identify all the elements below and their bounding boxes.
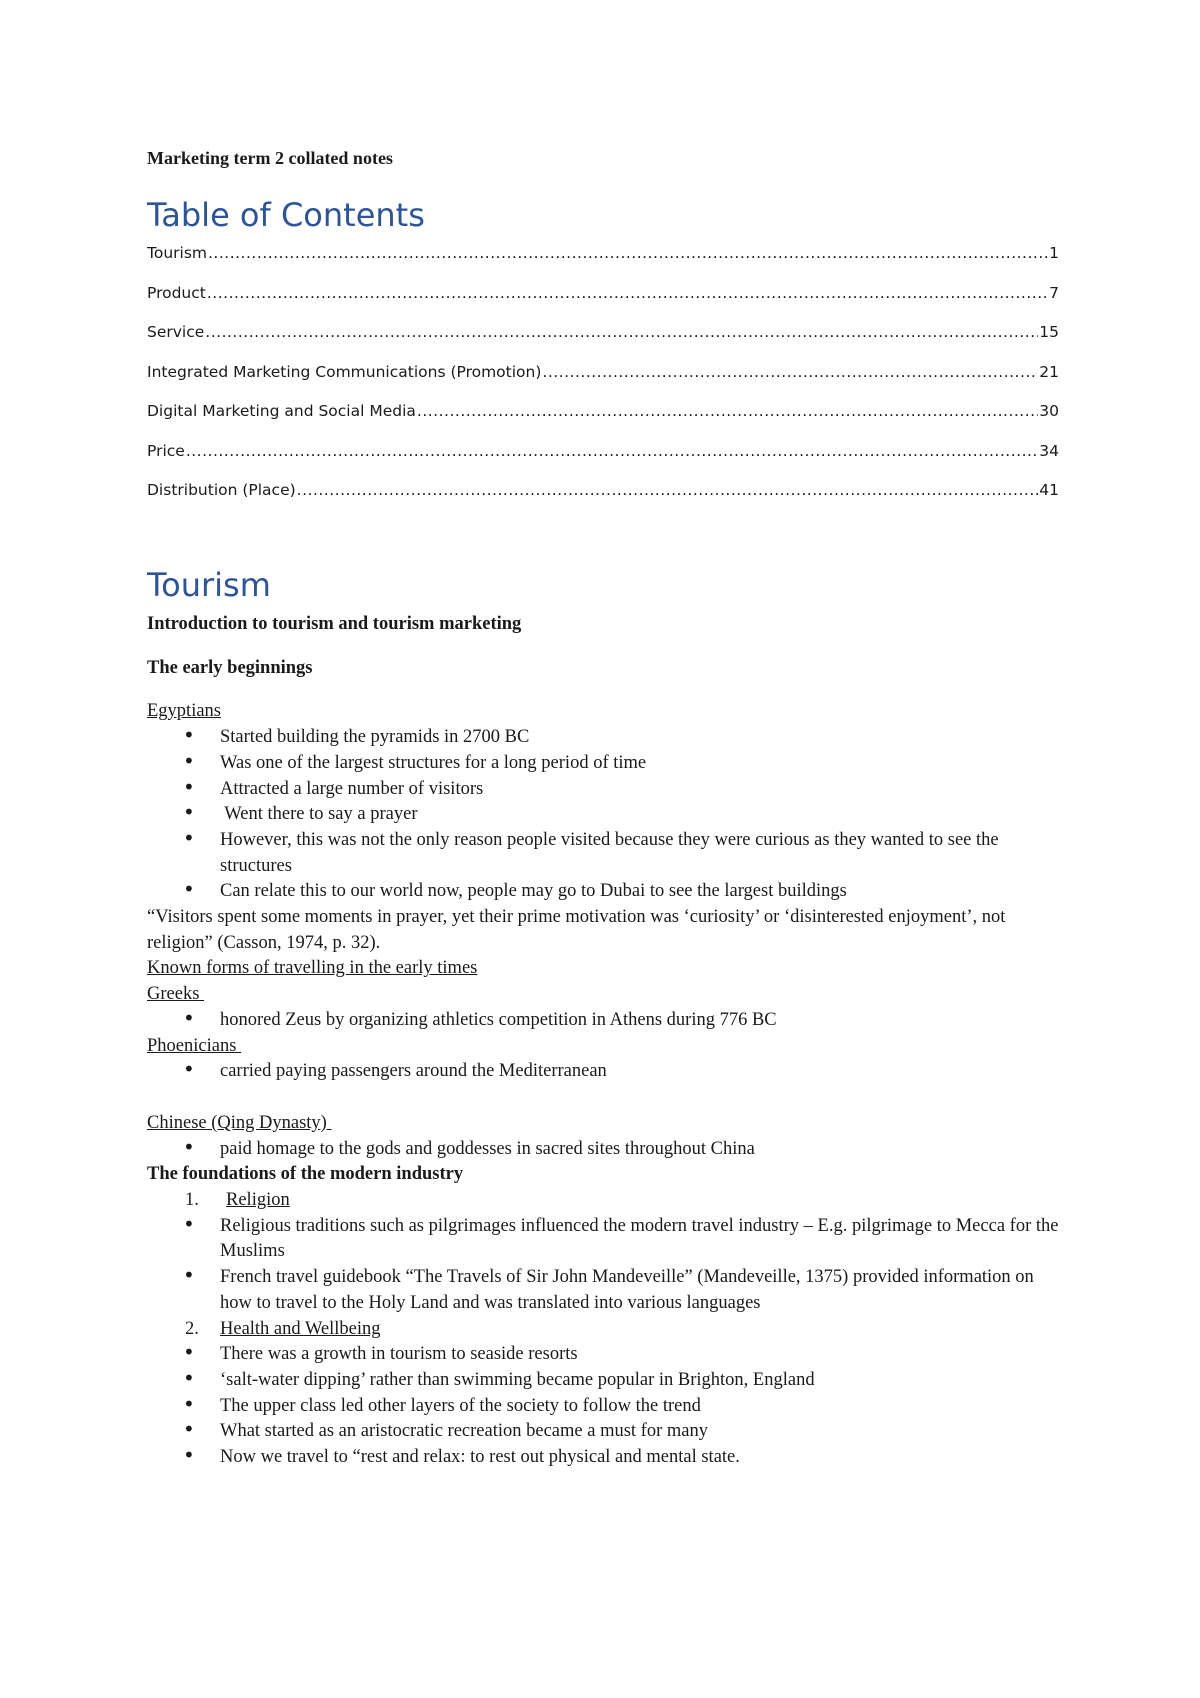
- toc-leader: [186, 442, 1038, 460]
- list-item: • Religious traditions such as pilgrimages influenced the modern travel industry – E.g. pilgrimage to Mecca for the Muslims: [220, 1214, 1059, 1265]
- numbered-item-religion: [147, 1188, 1059, 1214]
- item-number: 1.: [185, 1190, 199, 1211]
- list-item: • honored Zeus by organizing athletics competition in Athens during 776 BC: [220, 1008, 1059, 1034]
- toc-entry-label: Product: [147, 283, 206, 302]
- list-item: • Can relate this to our world now, people may go to Dubai to see the largest buildings: [220, 879, 1059, 905]
- list-item: • Attracted a large number of visitors: [220, 777, 1059, 803]
- label-chinese: Chinese (Qing Dynasty): [147, 1112, 332, 1133]
- subheading-intro: Introduction to tourism and tourism marketing: [147, 614, 522, 634]
- toc-entry-label: Integrated Marketing Communications (Promotion): [147, 362, 542, 381]
- list-item: • paid homage to the gods and goddesses in sacred sites throughout China: [220, 1137, 1059, 1163]
- toc-entry-imc[interactable]: [147, 363, 1059, 403]
- label-phoenicians: Phoenicians: [147, 1035, 242, 1056]
- toc-entry-product[interactable]: [147, 284, 1059, 324]
- list-item: • There was a growth in tourism to seaside resorts: [220, 1342, 1059, 1368]
- list-item: • Was one of the largest structures for a long period of time: [220, 751, 1059, 777]
- toc-entry-page: 1: [1049, 244, 1059, 262]
- list-item: • What started as an aristocratic recreation became a must for many: [220, 1419, 1059, 1445]
- list-item: • carried paying passengers around the Mediterranean: [220, 1059, 1059, 1085]
- list-item: • French travel guidebook “The Travels of Sir John Mandeveille” (Mandeveille, 1375) provided information on how to travel to the Holy Land and was translated into various languages: [220, 1265, 1059, 1316]
- tourism-section-body: [147, 612, 1059, 1471]
- toc-entry-service[interactable]: [147, 323, 1059, 363]
- list-item: • The upper class led other layers of the society to follow the trend: [220, 1394, 1059, 1420]
- list-item: • Started building the pyramids in 2700 BC: [220, 725, 1059, 751]
- toc-entry-page: 30: [1039, 402, 1059, 420]
- toc-leader: [417, 402, 1038, 420]
- toc-entry-page: 34: [1039, 441, 1059, 460]
- toc-entry-label: Digital Marketing and Social Media: [147, 402, 416, 420]
- label-greeks: Greeks: [147, 984, 205, 1005]
- table-of-contents: [147, 244, 1059, 521]
- quote-casson: “Visitors spent some moments in prayer, yet their prime motivation was ‘curiosity’ or ‘disinterested enjoyment’, not religion” (Casson, 1974, p. 32).: [147, 907, 1006, 953]
- item-number: 2.: [185, 1318, 199, 1339]
- list-item: • Now we travel to “rest and relax: to rest out physical and mental state.: [220, 1445, 1059, 1471]
- list-egyptians: [147, 725, 1059, 905]
- list-religion: [147, 1214, 1059, 1317]
- toc-entry-page: 7: [1049, 283, 1059, 302]
- list-item: • ‘salt-water dipping’ rather than swimming became popular in Brighton, England: [220, 1368, 1059, 1394]
- subheading-early-beginnings: The early beginnings: [147, 657, 313, 678]
- toc-entry-distribution[interactable]: [147, 481, 1059, 521]
- label-known-forms: Known forms of travelling in the early times: [147, 958, 478, 979]
- list-item: • Went there to say a prayer: [220, 802, 1059, 828]
- toc-entry-label: Service: [147, 323, 205, 341]
- toc-leader: [205, 323, 1038, 341]
- toc-leader: [207, 284, 1048, 302]
- document-title: Marketing term 2 collated notes: [147, 148, 393, 168]
- toc-leader: [208, 244, 1048, 262]
- subheading-foundations: The foundations of the modern industry: [147, 1164, 464, 1185]
- toc-heading: Table of Contents: [147, 196, 425, 234]
- toc-entry-label: Price: [147, 441, 185, 460]
- label-egyptians: Egyptians: [147, 701, 221, 722]
- list-chinese: [147, 1137, 1059, 1163]
- toc-entry-digital-marketing[interactable]: [147, 402, 1059, 442]
- toc-entry-label: Distribution (Place): [147, 481, 296, 499]
- toc-entry-page: 15: [1039, 323, 1059, 341]
- toc-entry-page: 41: [1039, 481, 1059, 499]
- toc-entry-label: Tourism: [147, 244, 207, 262]
- list-health: [147, 1342, 1059, 1471]
- numbered-item-health: [147, 1317, 1059, 1343]
- list-greeks: [147, 1008, 1059, 1034]
- list-item: • However, this was not the only reason people visited because they were curious as they wanted to see the structures: [220, 828, 1059, 879]
- item-label: Health and Wellbeing: [220, 1318, 381, 1339]
- toc-entry-price[interactable]: [147, 442, 1059, 482]
- item-label: Religion: [226, 1190, 290, 1211]
- toc-entry-tourism[interactable]: [147, 244, 1059, 284]
- section-heading-tourism: Tourism: [147, 566, 271, 604]
- toc-leader: [297, 481, 1039, 499]
- toc-entry-page: 21: [1039, 362, 1059, 381]
- toc-leader: [542, 363, 1038, 381]
- list-phoenicians: [147, 1059, 1059, 1085]
